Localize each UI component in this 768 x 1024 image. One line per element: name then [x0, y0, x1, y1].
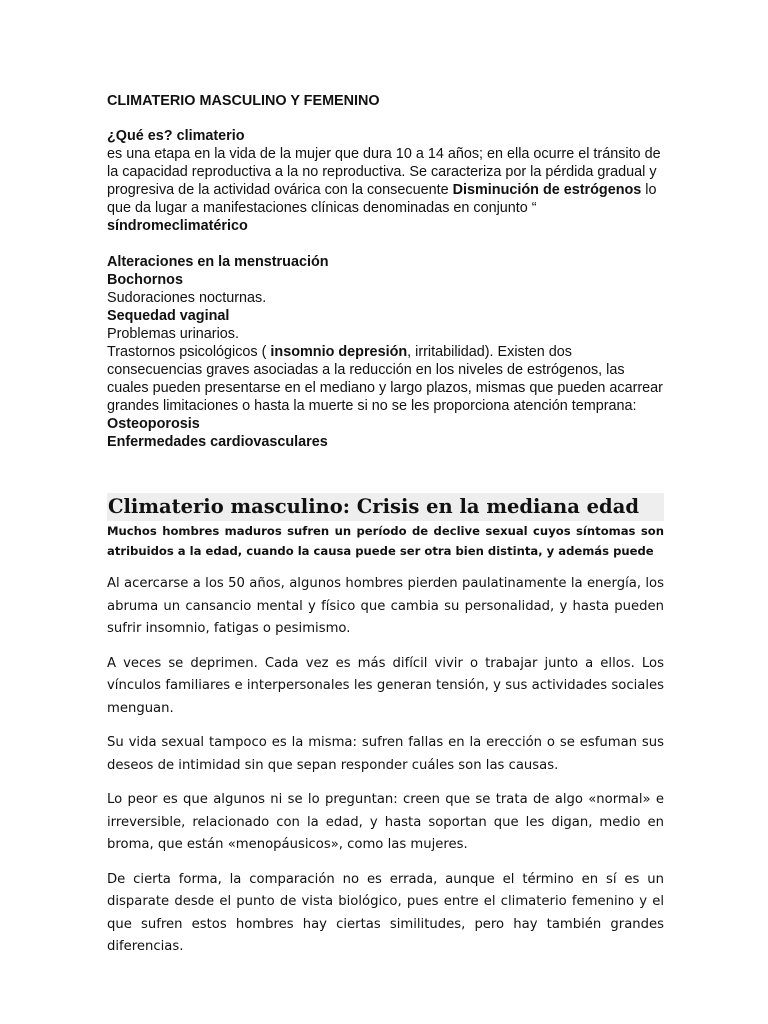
- symptom-item: Sequedad vaginal: [107, 308, 230, 324]
- document-title: CLIMATERIO MASCULINO Y FEMENINO: [107, 93, 380, 109]
- symptoms-heading: Alteraciones en la menstruación: [107, 254, 329, 270]
- symptom-item: Bochornos: [107, 272, 183, 288]
- definition-text-2: lo que da lugar a manifestaciones clínicas denominadas en conjunto “: [107, 182, 657, 216]
- article-heading: Climaterio masculino: Crisis en la mediana edad: [107, 493, 664, 521]
- article-paragraph: De cierta forma, la comparación no es errada, aunque el término en sí es un disparate desde el punto de vista biológico, pues entre el climaterio femenino y el que sufren estos hombres hay ciertas similitudes, pero hay también grandes diferencias.: [107, 871, 664, 954]
- article-paragraph: Al acercarse a los 50 años, algunos hombres pierden paulatinamente la energía, los abruma un cansancio mental y físico que cambia su personalidad, y hasta pueden sufrir insomnio, fatigas o pesimismo.: [107, 576, 664, 636]
- psych-paragraph: [107, 343, 667, 415]
- definition-bold-2: síndromeclimatérico: [107, 218, 248, 234]
- psych-text-1: Trastornos psicológicos (: [107, 344, 271, 360]
- definition-paragraph: [107, 145, 667, 235]
- question-heading: ¿Qué es? climaterio: [107, 128, 245, 144]
- symptom-item: Sudoraciones nocturnas.: [107, 290, 267, 306]
- psych-bold: insomnio depresión: [270, 344, 408, 360]
- article-paragraph: Su vida sexual tampoco es la misma: sufren fallas en la erección o se esfuman sus deseos de intimidad sin que sepan responder cuáles son las causas.: [107, 735, 664, 773]
- article-paragraph: A veces se deprimen. Cada vez es más difícil vivir o trabajar junto a ellos. Los vínculos familiares e interpersonales les generan tensión, y sus actividades sociales menguan.: [107, 655, 664, 716]
- consequence-item: Enfermedades cardiovasculares: [107, 434, 328, 450]
- article-section: [107, 493, 664, 971]
- article-paragraph: Lo peor es que algunos ni se lo preguntan: creen que se trata de algo «normal» e irreversible, relacionado con la edad, y hasta soportan que les digan, medio en broma, que están «menopáusicos», como las mujeres.: [107, 792, 664, 852]
- consequence-item: Osteoporosis: [107, 416, 200, 432]
- climaterio-section: [107, 92, 667, 451]
- article-lead: Muchos hombres maduros sufren un período de declive sexual cuyos síntomas son atribuidos a la edad, cuando la causa puede ser otra bien distinta, y además puede: [107, 524, 664, 558]
- symptom-item: Problemas urinarios.: [107, 326, 239, 342]
- definition-text-1: es una etapa en la vida de la mujer que dura 10 a 14 años; en ella ocurre el tránsito de la capacidad reproductiva a la no reproductiva. Se caracteriza por la pérdida gradual y progresiva de la actividad ovárica con la consecuente: [107, 146, 661, 198]
- definition-bold-1: Disminución de estrógenos: [452, 182, 642, 198]
- psych-text-2: , irritabilidad). Existen dos consecuencias graves asociadas a la reducción en los niveles de estrógenos, las cuales pueden presentarse en el mediano y largo plazos, mismas que pueden acarrear grandes limitaciones o hasta la muerte si no se les proporciona atención temprana:: [107, 344, 663, 414]
